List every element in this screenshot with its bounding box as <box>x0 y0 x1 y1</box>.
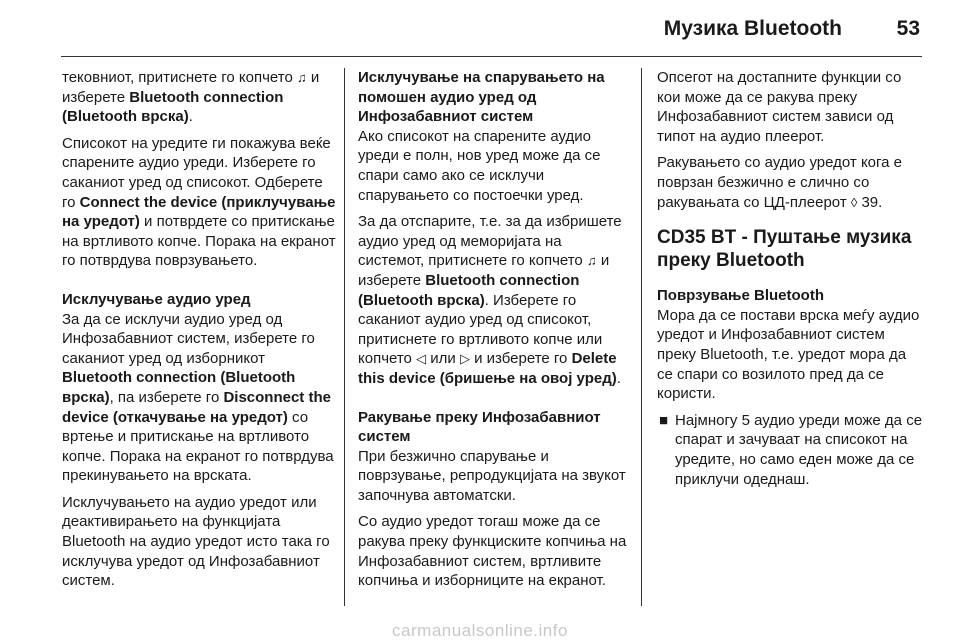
page-header <box>0 0 960 60</box>
text: . <box>188 108 193 126</box>
text: За да отспарите, т.е. за да избришете аудио уред од меморијата на системот, притиснете го копчето <box>358 213 622 270</box>
text: тековниот, притиснете го копчето <box>62 69 297 86</box>
column-divider <box>344 68 345 606</box>
paragraph: Ако списокот на спарените аудио уреди е полн, нов уред може да се спари само ако се исклучи спарувањето со постоечки уред. <box>358 127 601 204</box>
menu-term: Bluetooth connection (Bluetooth врска) <box>62 369 296 406</box>
text: и потврдете со притискање на вртливото копче. Поракa на екранот го потврдува поврзувањето. <box>62 213 336 270</box>
watermark: carmanualsonline.info <box>392 621 568 640</box>
right-arrow-icon: ▷ <box>459 351 470 367</box>
column-2 <box>358 68 630 598</box>
header-title: Музика Bluetooth <box>663 17 842 40</box>
subheading: Исклучување аудио уред <box>62 290 251 308</box>
bullet-square-icon: ■ <box>659 411 669 429</box>
menu-term: Connect the device (приклучување на уредот) <box>62 193 336 231</box>
column-3 <box>657 68 925 489</box>
paragraph: При безжично спарување и поврзување, репродукцијата на звукот започнува автоматски. <box>358 447 626 504</box>
text: Списокот на уредите ги покажува веќе спарените аудио уреди. Изберете го саканиот уред од списокот. Одберете го <box>62 134 331 211</box>
header-rule <box>61 56 922 57</box>
bullet-item <box>657 411 925 489</box>
column-1 <box>62 68 336 598</box>
paragraph <box>358 212 630 388</box>
menu-term: Delete this device (бришење на овој уред) <box>358 350 617 387</box>
subheading: Поврзување Bluetooth <box>657 287 825 305</box>
text: . Изберете го саканиот аудио уред од списокот, притиснете го вртливото копче или копчето <box>358 291 603 368</box>
left-arrow-icon: ◁ <box>416 351 427 367</box>
subheading: Ракување преку Инфозабавниот систем <box>358 408 601 446</box>
music-note-icon: ♫ <box>296 70 307 85</box>
menu-term: Bluetooth connection (Bluetooth врска) <box>358 271 580 309</box>
paragraph <box>62 68 336 127</box>
text: и изберете <box>62 69 320 106</box>
paragraph <box>657 153 925 212</box>
paragraph: Со аудио уредот тогаш може да се ракува преку функциските копчиња на Инфозабавниот систем, вртливите копчиња и изборниците на екранот. <box>358 513 627 590</box>
text: или <box>426 350 460 368</box>
text: со вртење и притискање на вртливото копче. Порака на екранот го потврдува прекинувањето на врската. <box>62 408 334 485</box>
text: и изберете <box>358 252 610 289</box>
text: За да се исклучи аудио уред од Инфозабавниот систем, изберете го саканиот уред од изборникот <box>62 310 315 367</box>
text: и изберете го <box>469 350 572 368</box>
paragraph: Исклучувањето на аудио уредот или деактивирањето на функцијата Bluetooth на аудио уредот исто така го исклучува уредот од Инфозабавниот систем. <box>62 493 330 590</box>
music-note-icon: ♫ <box>586 253 597 269</box>
paragraph: Мора да се постави врска меѓу аудио уредот и Инфозабавниот систем преку Bluetooth, т.е. уредот мора да се спари со возилото пред да се користи. <box>657 306 920 403</box>
paragraph <box>62 310 336 486</box>
paragraph <box>62 134 336 271</box>
text: 39. <box>857 193 883 211</box>
page-number: 53 <box>896 17 920 40</box>
paragraph: Опсегот на достапните функции со кои може да се ракува преку Инфозабавниот систем зависи од типот на аудио плеерот. <box>657 69 902 145</box>
page-reference-icon: ◊ <box>850 194 858 210</box>
menu-term: Disconnect the device (откачување на уредот) <box>62 388 331 426</box>
column-divider <box>641 68 642 606</box>
text: , па изберете го <box>109 388 224 406</box>
section-heading: CD35 BT - Пуштање музика преку Bluetooth <box>657 227 912 272</box>
bullet-text: Најмногу 5 аудио уреди може да се спарат и зачуваат на списокот на уредите, но само еден може да се приклучи одеднаш. <box>675 411 923 488</box>
subheading: Исклучување на спарувањето на помошен аудио уред од Инфозабавниот систем <box>358 69 605 126</box>
text: . <box>616 369 621 387</box>
menu-term: Bluetooth connection (Bluetooth врска) <box>62 88 284 126</box>
text: Ракувањето со аудио уредот кога е поврзан безжично е слично со ракувањата со ЦД-плеерот <box>657 154 903 211</box>
